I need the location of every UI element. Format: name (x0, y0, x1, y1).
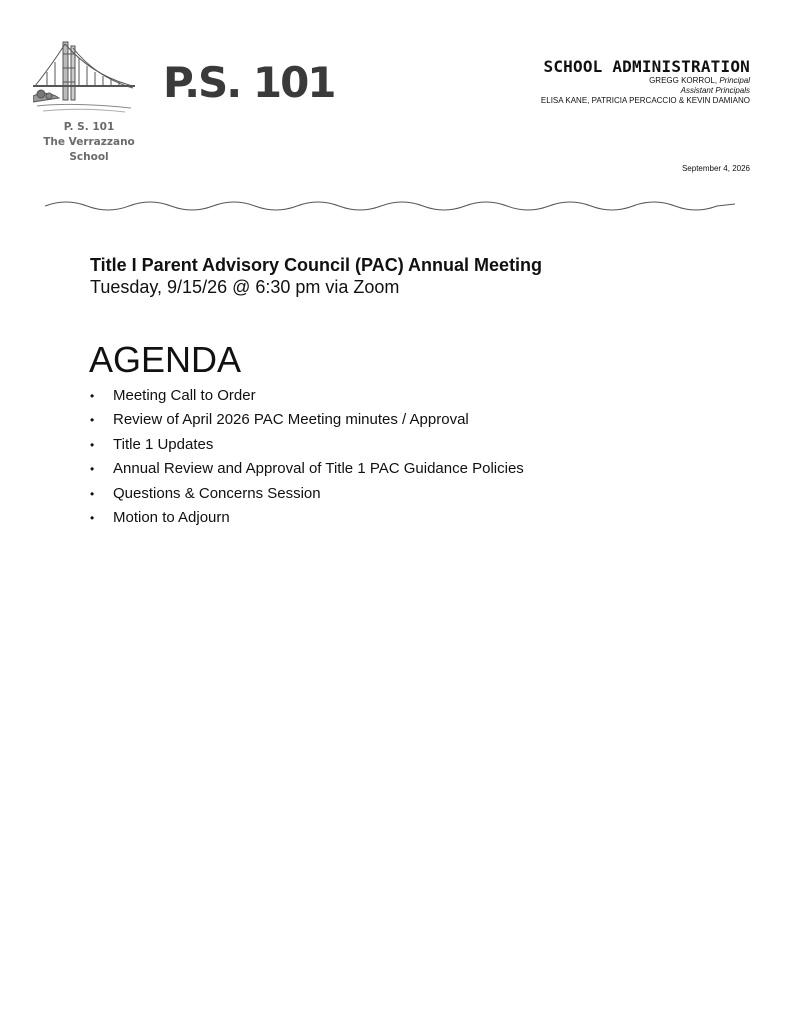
agenda-item (90, 408, 524, 432)
agenda-item (90, 482, 524, 506)
principal-role: Principal (719, 76, 750, 85)
agenda-item (90, 457, 524, 481)
bridge-icon (33, 36, 135, 116)
agenda-item-text: Title 1 Updates (113, 435, 214, 453)
meeting-title: Title I Parent Advisory Council (PAC) Annual Meeting (90, 255, 543, 275)
logo-caption-school-name: The Verrazzano School (43, 136, 135, 163)
agenda-item-text: Meeting Call to Order (113, 387, 256, 404)
logo-caption-school-number: P. S. 101 (63, 121, 115, 133)
agenda-item-text: Annual Review and Approval of Title 1 PAC Guidance Policies (113, 460, 524, 478)
agenda-item (90, 433, 524, 457)
letter-date: September 4, 2026 (681, 164, 750, 173)
agenda-item-text: Review of April 2026 PAC Meeting minutes / Approval (113, 411, 469, 429)
agenda-item-text: Questions & Concerns Session (113, 484, 321, 502)
principal-name: GREGG KORROL, (649, 76, 720, 85)
agenda-heading: AGENDA (89, 339, 242, 380)
principal-line (390, 76, 750, 86)
assistant-principals-names: ELISA KANE, PATRICIA PERCACCIO & KEVIN DAMIANO (540, 96, 750, 105)
bullet-icon: • (90, 413, 95, 428)
wavy-divider (45, 196, 735, 216)
agenda-item (90, 384, 524, 408)
bullet-icon: • (90, 437, 95, 452)
school-logo (30, 36, 150, 165)
assistant-principals-role: Assistant Principals (680, 86, 750, 95)
agenda-item-text: Motion to Adjourn (113, 509, 230, 527)
school-name: P.S. 101 (163, 58, 335, 107)
agenda-list (90, 384, 524, 530)
bullet-icon: • (90, 462, 95, 477)
agenda-item (90, 506, 524, 530)
bullet-icon: • (90, 389, 95, 403)
administration-title: SCHOOL ADMINISTRATION (543, 57, 750, 76)
meeting-datetime: Tuesday, 9/15/26 @ 6:30 pm via Zoom (90, 277, 400, 297)
bullet-icon: • (90, 486, 95, 501)
school-administration (390, 58, 750, 106)
bullet-icon: • (90, 511, 95, 526)
